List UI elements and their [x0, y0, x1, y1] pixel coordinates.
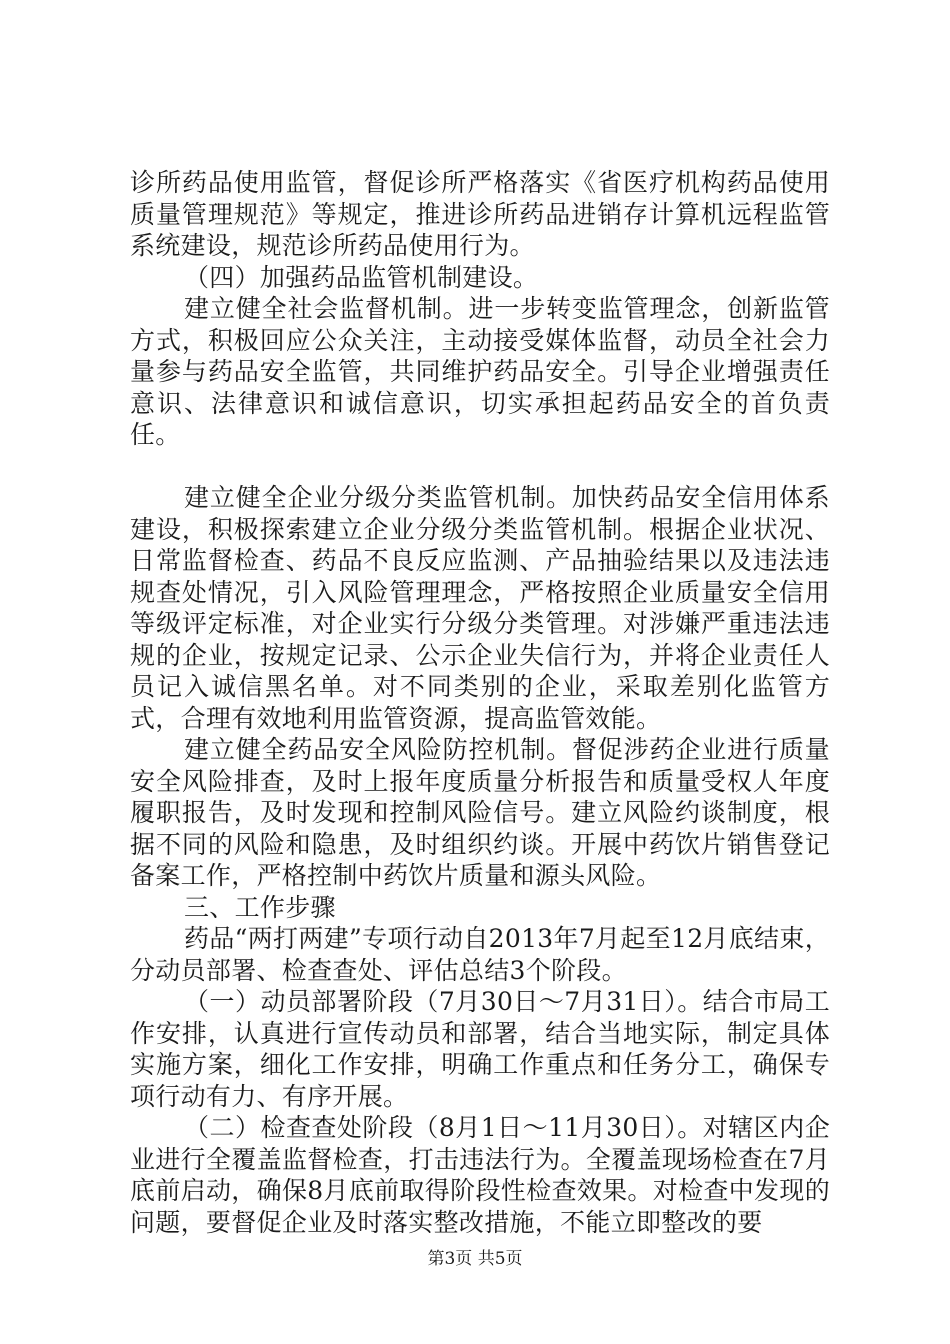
section-heading-4: （四）加强药品监管机制建设。	[184, 262, 539, 292]
paragraph-social-supervision: 建立健全社会监督机制。进一步转变监管理念，创新监管方式，积极回应公众关注，主动接受媒体监督，动员全社会力量参与药品安全监管，共同维护药品安全。引导企业增强责任意识、法律意识和诚信意识，切实承担起药品安全的首负责任。	[130, 294, 830, 449]
body-text	[130, 167, 830, 1238]
paragraph-stage-mobilization: （一）动员部署阶段（7月30日～7月31日）。结合市局工作安排，认真进行宣传动员和部署，结合当地实际，制定具体实施方案，细化工作安排，明确工作重点和任务分工，确保专项行动有力、有序开展。	[130, 987, 830, 1111]
paragraph-action-period: 药品“两打两建”专项行动自2013年7月起至12月底结束，分动员部署、检查查处、评估总结3个阶段。	[130, 924, 830, 985]
section-heading-work-steps: 三、工作步骤	[184, 892, 336, 922]
paragraph-stage-inspection: （二）检查查处阶段（8月1日～11月30日）。对辖区内企业进行全覆盖监督检查，打击违法行为。全覆盖现场检查在7月底前启动，确保8月底前取得阶段性检查效果。对检查中发现的问题，要督促企业及时落实整改措施，不能立即整改的要	[130, 1113, 830, 1237]
paragraph-continuation: 诊所药品使用监管，督促诊所严格落实《省医疗机构药品使用质量管理规范》等规定，推进诊所药品进销存计算机远程监管系统建设，规范诊所药品使用行为。	[130, 168, 830, 260]
paragraph-gap	[130, 451, 830, 483]
page-number-footer: 第3页 共5页	[427, 1249, 523, 1269]
paragraph-risk-control: 建立健全药品安全风险防控机制。督促涉药企业进行质量安全风险排查，及时上报年度质量分析报告和质量受权人年度履职报告，及时发现和控制风险信号。建立风险约谈制度，根据不同的风险和隐患，及时组织约谈。开展中药饮片销售登记备案工作，严格控制中药饮片质量和源头风险。	[130, 735, 830, 890]
paragraph-graded-supervision: 建立健全企业分级分类监管机制。加快药品安全信用体系建设，积极探索建立企业分级分类监管机制。根据企业状况、日常监督检查、药品不良反应监测、产品抽验结果以及违法违规查处情况，引入风险管理理念，严格按照企业质量安全信用等级评定标准，对企业实行分级分类管理。对涉嫌严重违法违规的企业，按规定记录、公示企业失信行为，并将企业责任人员记入诚信黑名单。对不同类别的企业，采取差别化监管方式，合理有效地利用监管资源，提高监管效能。	[130, 483, 830, 733]
